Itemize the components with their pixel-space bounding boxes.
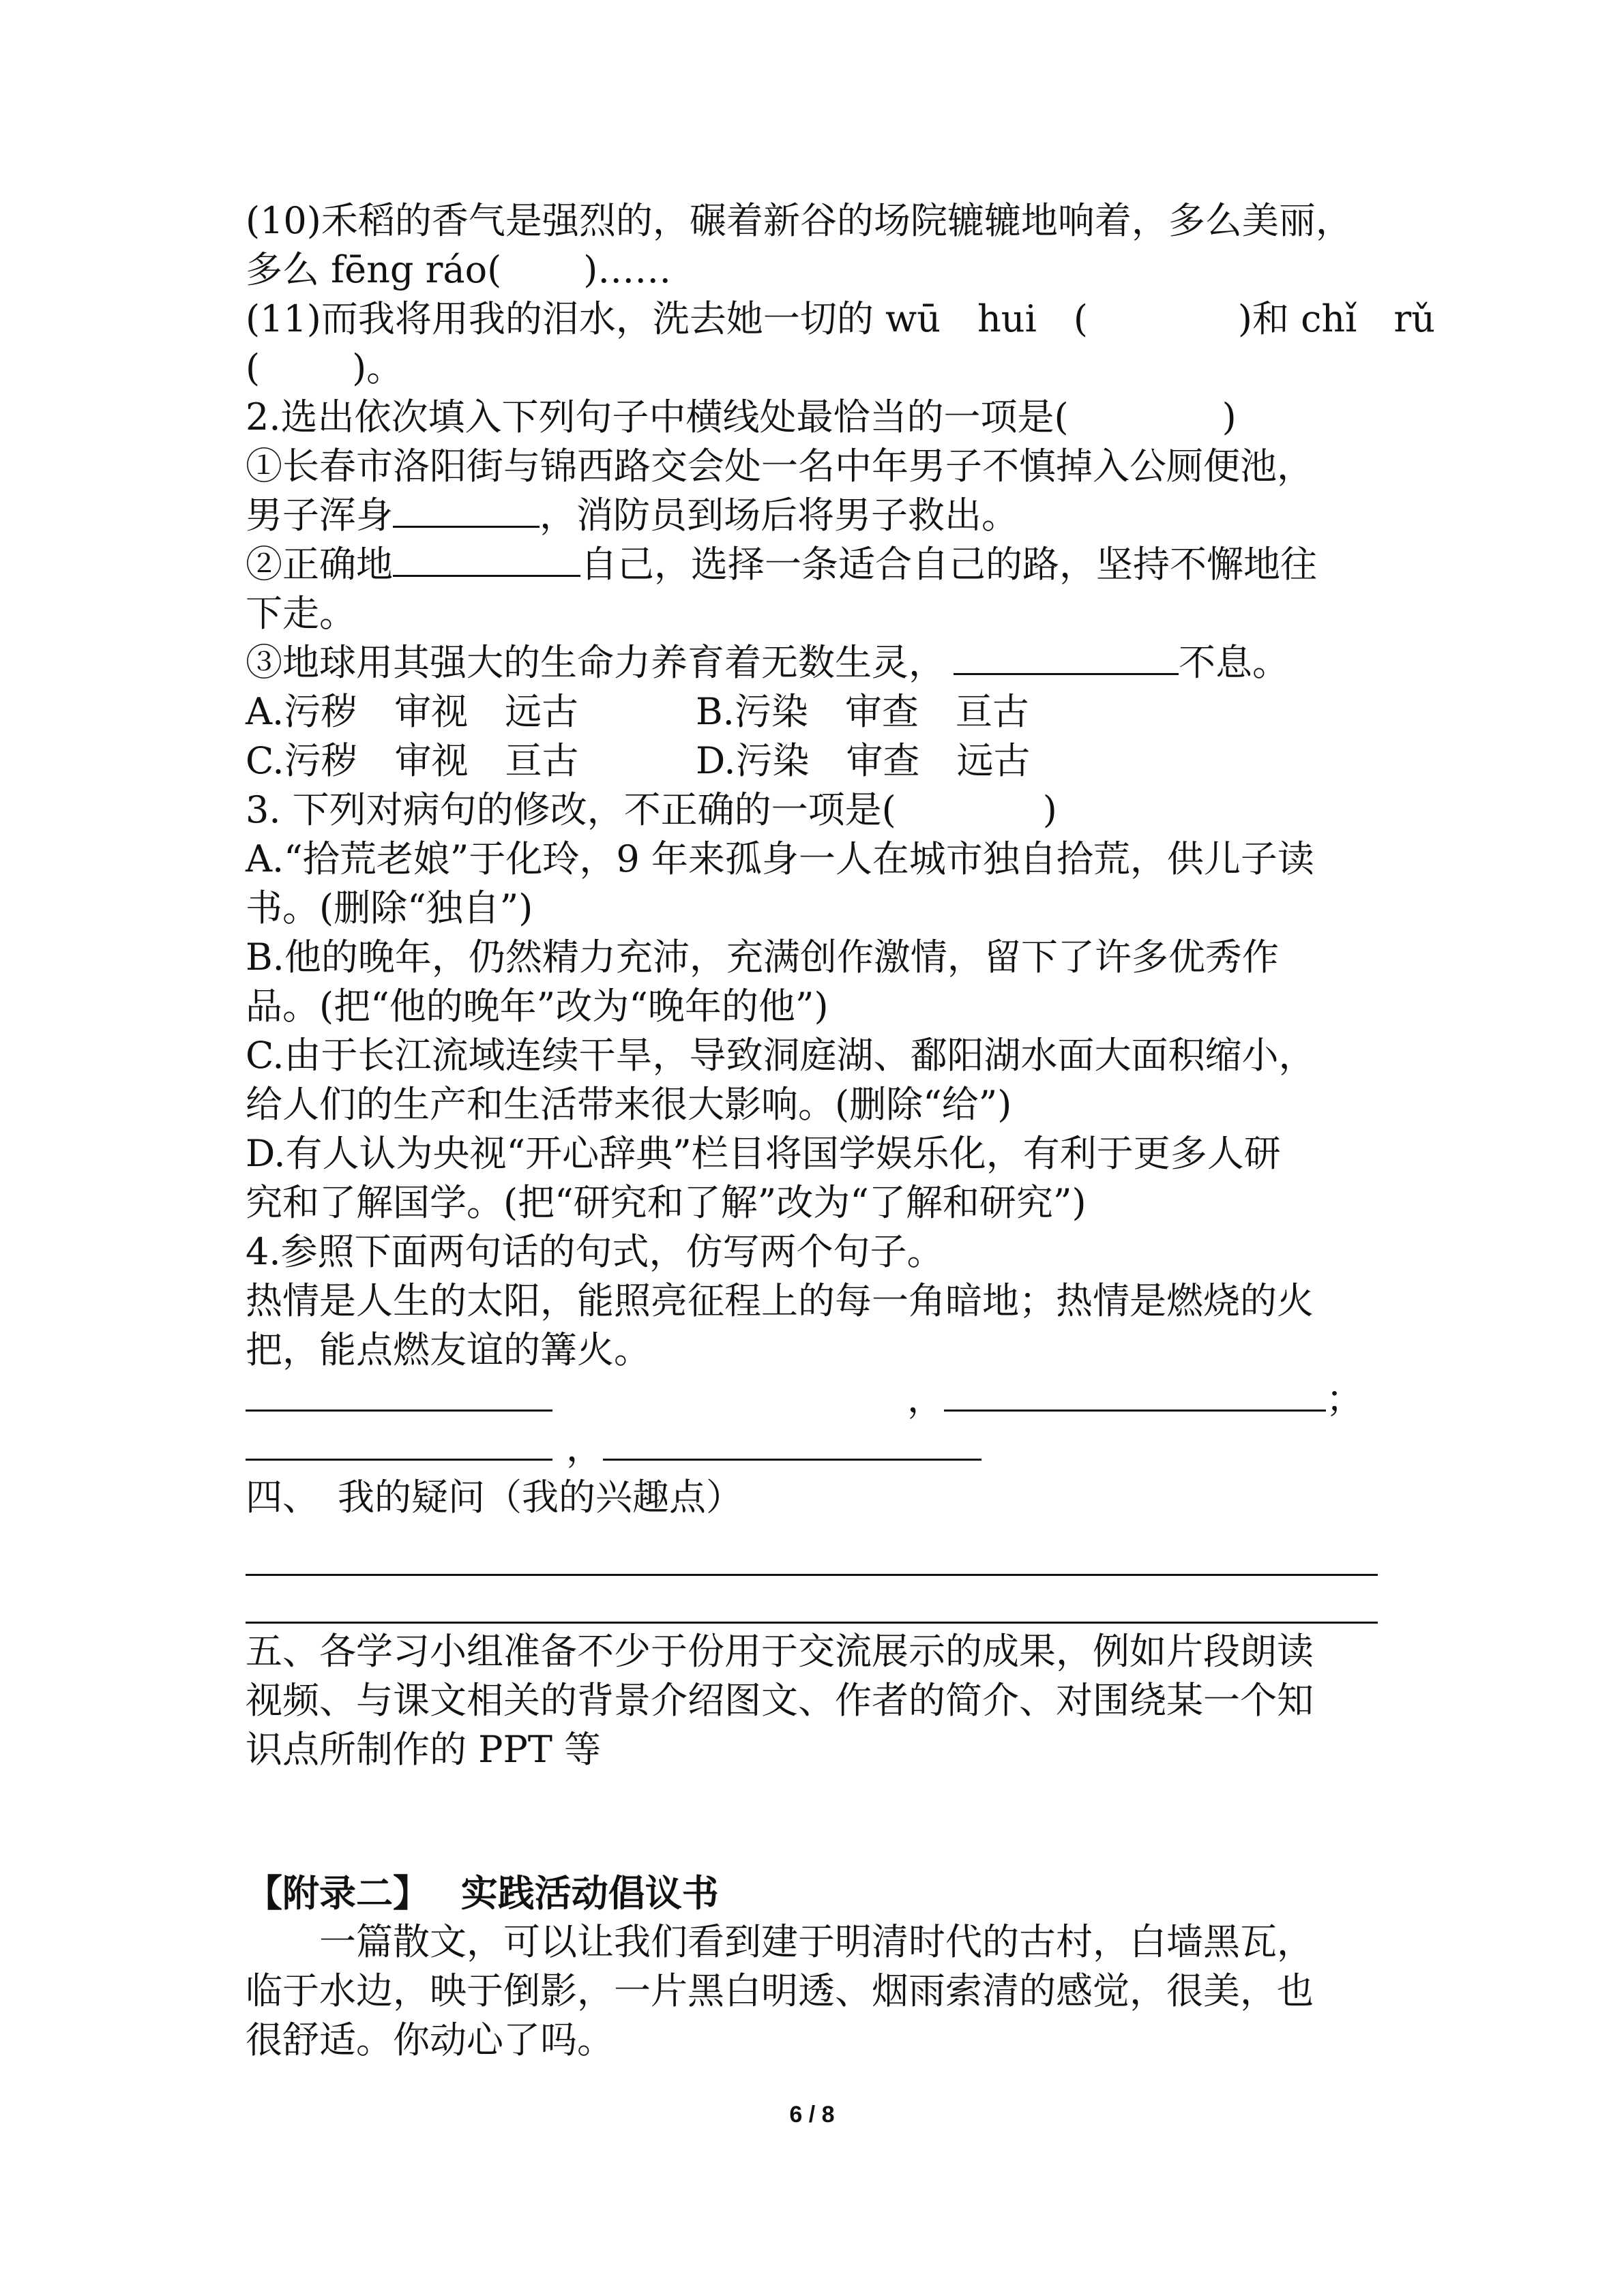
q3-option-c-line2: 给人们的生产和生活带来很大影响。(删除“给”): [246, 1083, 1012, 1126]
q4-blank-3: [246, 1425, 552, 1461]
q2-sentence2-line1: [246, 540, 1378, 589]
q4-semicolon: ；: [1326, 1377, 1363, 1420]
q3-option-b-line1: B.他的晚年，仍然精力充沛，充满创作激情，留下了许多优秀作: [246, 936, 1279, 979]
q4-blank-4: [603, 1425, 981, 1461]
q3-stem-close: ): [1042, 788, 1057, 831]
q1-item11-paren-open: (: [246, 346, 261, 389]
q2-sentence1-line1: ①长春市洛阳街与锦西路交会处一名中年男子不慎掉入公厕便池，: [246, 445, 1314, 488]
q4-blank-2: [944, 1375, 1326, 1412]
q4-comma-1: ，: [907, 1377, 944, 1420]
q2-option-c: C.污秽 审视 亘古: [246, 739, 579, 782]
q4-blank-1: [246, 1375, 552, 1412]
q2-sentence1-line2: [246, 491, 1378, 540]
q1-item11-prompt: (11)而我将用我的泪水，洗去她一切的 wū hui (: [246, 297, 1088, 340]
q2-sentence3: [246, 638, 1378, 687]
q2-option-d: D.污染 审查 远古: [696, 739, 1031, 782]
section4-answer-rule-2: [246, 1622, 1378, 1624]
section5-line3: 识点所制作的 PPT 等: [246, 1728, 602, 1771]
q1-item10-tail: )……: [583, 248, 672, 291]
q3-option-a-line1: A.“拾荒老娘”于化玲，9 年来孤身一人在城市独自拾荒，供儿子读: [246, 837, 1314, 880]
q2-s2-blank: [393, 541, 580, 577]
q2-s1-blank: [393, 492, 540, 528]
page-number: 6 / 8: [789, 2102, 835, 2128]
appendix2-title: 【附录二】 实践活动倡议书: [246, 1871, 719, 1915]
q4-comma-2: ，: [566, 1427, 603, 1470]
section4-answer-rule-1: [246, 1574, 1378, 1576]
q2-s3-suffix: 不息。: [1179, 641, 1289, 684]
q3-option-b-line2: 品。(把“他的晚年”改为“晚年的他”): [246, 985, 829, 1028]
q2-stem-text: 2.选出依次填入下列句子中横线处最恰当的一项是(: [246, 396, 1069, 438]
q2-s3-prefix: ③地球用其强大的生命力养育着无数生灵，: [246, 641, 945, 684]
appendix2-para-line3: 很舒适。你动心了吗。: [246, 2018, 614, 2061]
q2-stem-close: ): [1222, 396, 1237, 438]
q2-sentence2-line2: 下走。: [246, 592, 356, 635]
q2-s2-prefix: ②正确地: [246, 543, 393, 586]
q3-option-c-line1: C.由于长江流域连续干旱，导致洞庭湖、鄱阳湖水面大面积缩小，: [246, 1034, 1316, 1077]
q1-item11-paren-close: )。: [352, 346, 404, 389]
q2-s1-suffix: ，消防员到场后将男子救出。: [540, 494, 1018, 537]
section5-block: [246, 1627, 1378, 1774]
q4-answer-row2: [246, 1424, 1378, 1473]
q4-answer-row1: [246, 1375, 1378, 1424]
q2-stem: [246, 393, 1378, 442]
q1-item10-prompt: 多么 fēng ráo(: [246, 248, 502, 291]
q2-option-b: B.污染 审查 亘古: [696, 690, 1029, 733]
q2-options-row1: [246, 687, 1378, 736]
section5-line2: 视频、与课文相关的背景介绍图文、作者的简介、对围绕某一个知: [246, 1679, 1314, 1722]
q1-item10-line1: (10)禾稻的香气是强烈的，碾着新谷的场院辘辘地响着，多么美丽，: [246, 199, 1353, 242]
q3-option-d-line1: D.有人认为央视“开心辞典”栏目将国学娱乐化，有利于更多人研: [246, 1132, 1281, 1175]
section5-line1: 五、各学习小组准备不少于份用于交流展示的成果，例如片段朗读: [246, 1630, 1314, 1673]
section4-title: 四、 我的疑问（我的兴趣点）: [246, 1476, 743, 1519]
q2-options-row2: [246, 736, 1378, 786]
q3-stem: [246, 786, 1378, 835]
page-content: [246, 196, 1436, 1522]
q2-option-a: A.污秽 审视 远古: [246, 690, 579, 733]
appendix2-para-line2: 临于水边，映于倒影，一片黑白明透、烟雨索清的感觉，很美，也: [246, 1969, 1314, 2012]
appendix2-para-line1: 一篇散文，可以让我们看到建于明清时代的古村，白墙黑瓦，: [319, 1920, 1314, 1963]
q3-option-d-line2: 究和了解国学。(把“研究和了解”改为“了解和研究”): [246, 1181, 1087, 1224]
q4-stem: 4.参照下面两句话的句式，仿写两个句子。: [246, 1230, 944, 1273]
q2-s2-suffix: 自己，选择一条适合自己的路，坚持不懈地往: [580, 543, 1317, 586]
q3-stem-text: 3. 下列对病句的修改，不正确的一项是(: [246, 788, 896, 831]
q4-example-line2: 把，能点燃友谊的篝火。: [246, 1328, 651, 1371]
q1-item10-line2: [246, 245, 1378, 295]
q1-item11-line1: [246, 295, 1436, 344]
q1-item11-mid: )和 chǐ rǔ: [1237, 297, 1436, 340]
q1-item11-line2: [246, 344, 1378, 393]
q4-example-line1: 热情是人生的太阳，能照亮征程上的每一角暗地；热情是燃烧的火: [246, 1279, 1314, 1322]
q2-s3-blank: [954, 639, 1179, 675]
appendix2-block: [246, 1868, 1378, 2065]
q2-s1-prefix: 男子浑身: [246, 494, 393, 537]
q3-option-a-line2: 书。(删除“独自”): [246, 886, 533, 929]
